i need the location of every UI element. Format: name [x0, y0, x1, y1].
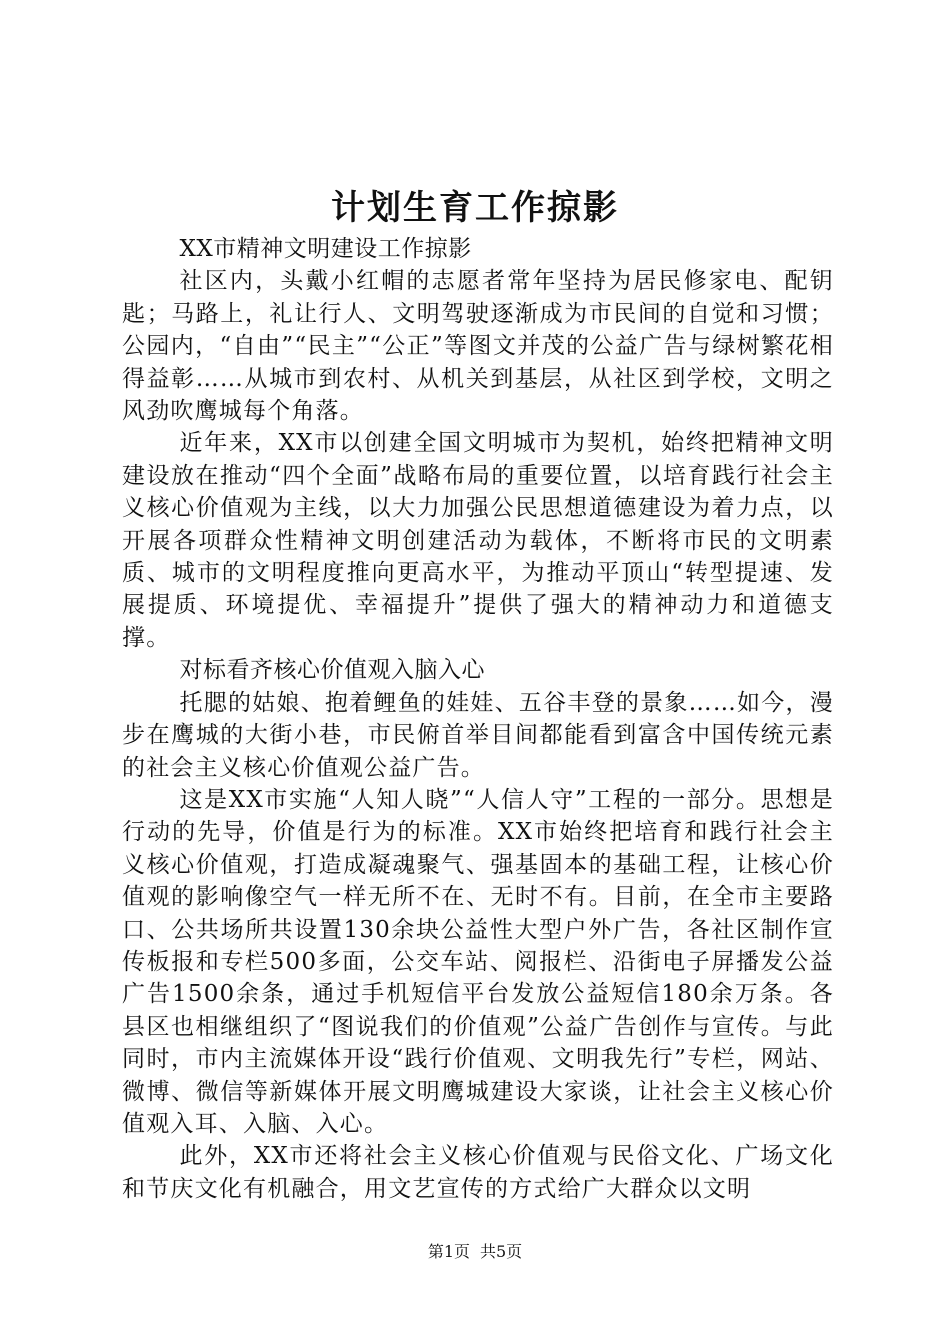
- section-subtitle: XX市精神文明建设工作掠影: [179, 236, 472, 262]
- page-number: 第1页: [427, 1242, 470, 1261]
- paragraph: 社区内，头戴小红帽的志愿者常年坚持为居民修家电、配钥匙；马路上，礼让行人、文明驾驶逐渐成为市民间的自觉和习惯；公园内，“自由”“民主”“公正”等图文并茂的公益广告与绿树繁花相得益彰……从城市到农村、从机关到基层，从社区到学校，文明之风劲吹鹰城每个角落。: [122, 268, 834, 425]
- paragraph: 此外，XX市还将社会主义核心价值观与民俗文化、广场文化和节庆文化有机融合，用文艺宣传的方式给广大群众以文明: [122, 1143, 834, 1202]
- paragraph: 这是XX市实施“人知人晓”“人信人守”工程的一部分。思想是行动的先导，价值是行为的标准。XX市始终把培育和践行社会主义核心价值观，打造成凝魂聚气、强基固本的基础工程，让核心价值观的影响像空气一样无所不在、无时不有。目前，在全市主要路口、公共场所共设置130余块公益性大型户外广告，各社区制作宣传板报和专栏500多面，公交车站、阅报栏、沿街电子屏播发公益广告1500余条，通过手机短信平台发放公益短信180余万条。各县区也相继组织了“图说我们的价值观”公益广告创作与宣传。与此同时，市内主流媒体开设“践行价值观、文明我先行”专栏，网站、微博、微信等新媒体开展文明鹰城建设大家谈，让社会主义核心价值观入耳、入脑、入心。: [122, 786, 834, 1137]
- section-heading: 对标看齐核心价值观入脑入心: [179, 657, 485, 684]
- paragraph: 近年来，XX市以创建全国文明城市为契机，始终把精神文明建设放在推动“四个全面”战略布局的重要位置，以培育践行社会主义核心价值观为主线，以大力加强公民思想道德建设为着力点，以开展各项群众性精神文明创建活动为载体，不断将市民的文明素质、城市的文明程度推向更高水平，为推动平顶山“转型提速、发展提质、环境提优、幸福提升”提供了强大的精神动力和道德支撑。: [122, 430, 834, 651]
- document-title: 计划生育工作掠影: [331, 188, 619, 228]
- page-total: 共5页: [480, 1242, 523, 1261]
- paragraph: 托腮的姑娘、抱着鲤鱼的娃娃、五谷丰登的景象……如今，漫步在鹰城的大街小巷，市民俯首举目间都能看到富含中国传统元素的社会主义核心价值观公益广告。: [122, 689, 834, 781]
- document-body: [122, 233, 834, 1205]
- page-footer: [0, 1240, 950, 1264]
